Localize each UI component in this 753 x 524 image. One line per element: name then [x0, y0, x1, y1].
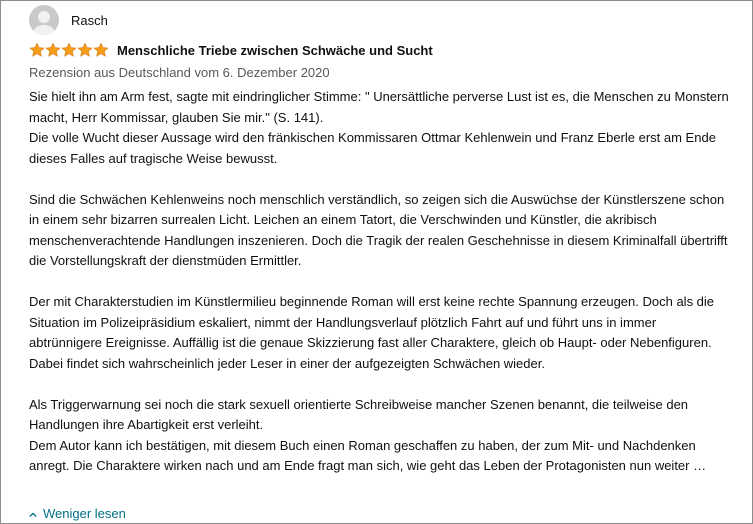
review-header	[29, 5, 108, 35]
avatar-head-shape	[38, 11, 50, 23]
review-title-row	[29, 42, 433, 58]
read-less-label[interactable]: Weniger lesen	[43, 506, 126, 521]
star-icon	[29, 42, 45, 58]
review-paragraph: Als Triggerwarnung sei noch die stark sexuell orientierte Schreibweise mancher Szenen benannt, die teilweise den Handlungen ihre Abartigkeit erst verleiht.	[29, 396, 689, 432]
read-less-link[interactable]	[29, 506, 126, 521]
review-paragraph: Die volle Wucht dieser Aussage wird den fränkischen Kommissaren Ottmar Kehlenwein und Franz Eberle erst am Ende dieses Falles auf tragische Weise bewusst.	[29, 130, 716, 166]
avatar-body-shape	[33, 25, 55, 35]
review-paragraph: Sie hielt ihn am Arm fest, sagte mit eindringlicher Stimme: " Unersättliche perverse Lust ist es, die Menschen zu Monstern macht, Herr Kommissar, glauben Sie mir." (S. 141).	[29, 89, 729, 125]
star-icon	[61, 42, 77, 58]
star-icon	[93, 42, 109, 58]
author-name[interactable]: Rasch	[71, 12, 108, 28]
review-body	[29, 87, 729, 477]
review-meta: Rezension aus Deutschland vom 6. Dezember 2020	[29, 65, 330, 80]
paragraph-gap	[29, 169, 729, 190]
avatar[interactable]	[29, 5, 59, 35]
chevron-up-icon	[29, 511, 37, 519]
star-icon	[77, 42, 93, 58]
review-title[interactable]: Menschliche Triebe zwischen Schwäche und Sucht	[117, 42, 433, 58]
review-paragraph: Dem Autor kann ich bestätigen, mit diesem Buch einen Roman geschaffen zu haben, der zum Mit- und Nachdenken anregt. Die Charaktere wirken nach und am Ende fragt man sich, wie geht das Leben der Protagonisten nun weiter …	[29, 437, 707, 473]
star-icon	[45, 42, 61, 58]
star-rating[interactable]	[29, 42, 109, 58]
review-paragraph: Der mit Charakterstudien im Künstlermilieu beginnende Roman will erst keine rechte Spannung erzeugen. Doch als die Situation im Polizeipräsidium eskaliert, nimmt der Handlungsverlauf plötzlich Fahrt auf und führt uns in immer abtrünnigere Ereignisse. Auffällig ist die genaue Skizzierung fast aller Charaktere, gleich ob Haupt- oder Nebenfiguren. Dabei findet sich wahrscheinlich jeder Leser in einer der aufgezeigten Schwächen wieder.	[29, 294, 715, 371]
paragraph-gap	[29, 374, 729, 395]
paragraph-gap	[29, 272, 729, 293]
review-paragraph: Sind die Schwächen Kehlenweins noch menschlich verständlich, so zeigen sich die Auswüchse der Künstlerszene schon in einem sehr bizarren surrealen Licht. Leichen an einem Tatort, die Verschwinden und Künstler, die akribisch menschenverachtende Handlungen inszenieren. Doch die Tragik der realen Geschehnisse in diesem Kriminalfall übertrifft die Vorstellungskraft der dienstmüden Ermittler.	[29, 191, 728, 268]
